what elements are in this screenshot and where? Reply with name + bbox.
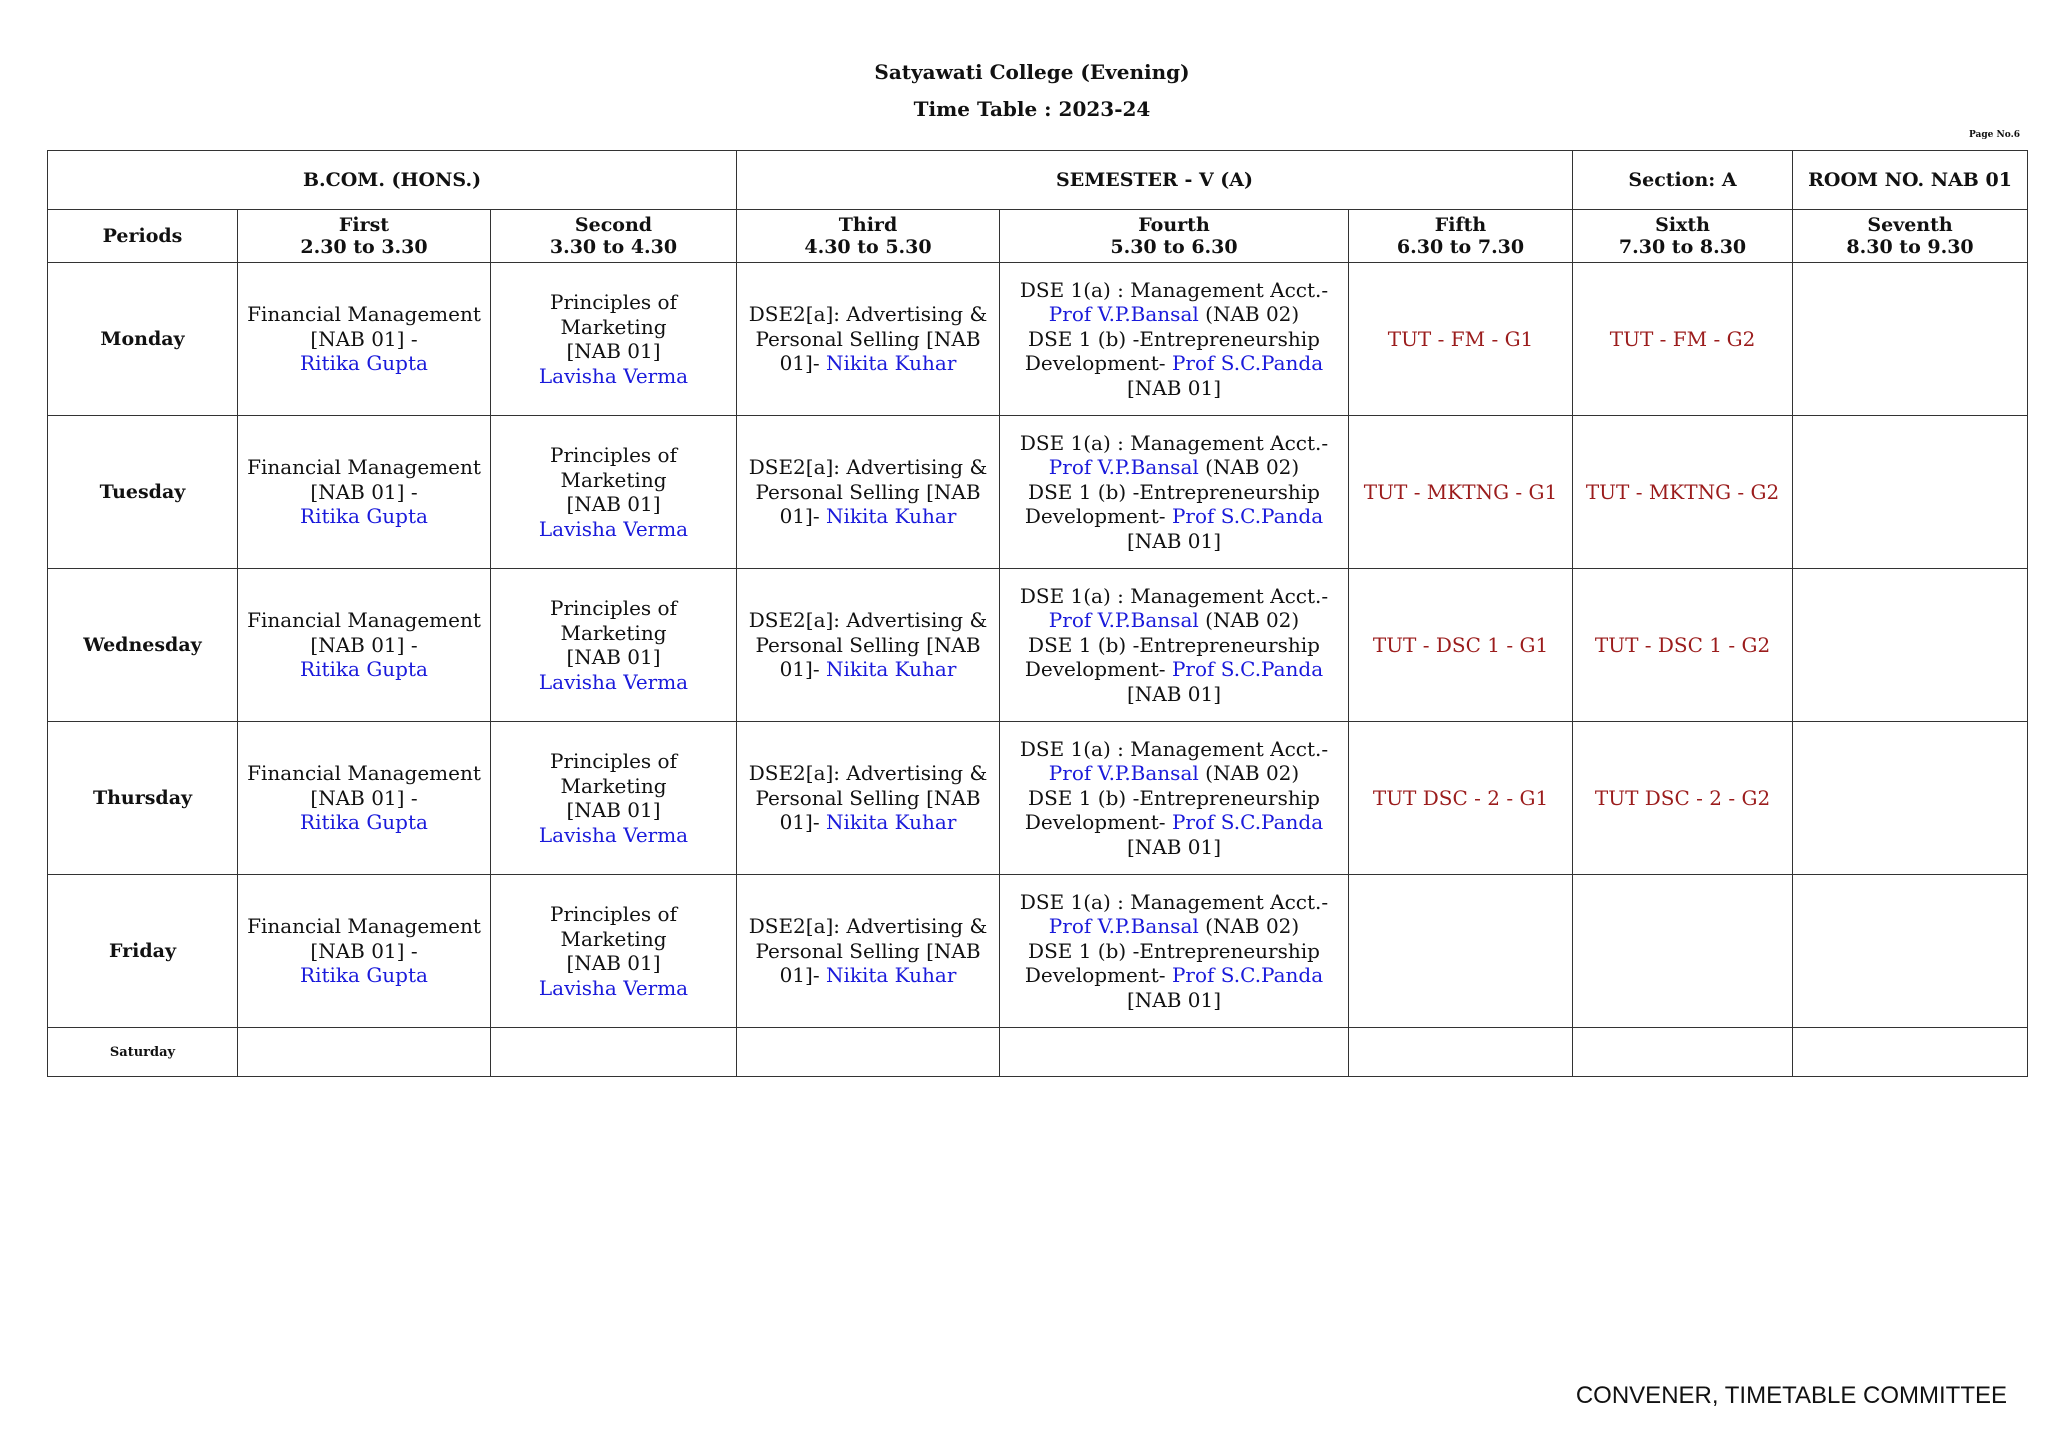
empty-cell [1349, 1028, 1573, 1077]
subject-line: Principles of Marketing [550, 596, 677, 645]
day-row-wednesday [48, 569, 2028, 722]
subject-teacher-line [1004, 657, 1344, 682]
teacher-name: Nikita Kuhar [825, 810, 957, 835]
cell-seventh-period [1793, 569, 2028, 722]
teacher-name: Prof V.P.Bansal [1048, 302, 1199, 327]
subject-line: DSE2[a]: Advertising & [748, 302, 988, 327]
subject-text: Development- [1024, 963, 1172, 988]
period-name: First [338, 214, 390, 236]
cell-second-period [491, 569, 737, 722]
cell-third-period [737, 722, 1000, 875]
teacher-name: Prof V.P.Bansal [1048, 914, 1199, 939]
room-line: [NAB 01] - [310, 479, 418, 504]
room-text: (NAB 02) [1198, 455, 1300, 480]
subject-line: Personal Selling [NAB [755, 326, 981, 351]
periods-label: Periods [48, 210, 238, 263]
room-line: [NAB 01] - [310, 785, 418, 810]
subject-line: Principles of Marketing [550, 749, 677, 798]
teacher-name: Ritika Gupta [300, 657, 428, 682]
teacher-name: Prof V.P.Bansal [1048, 455, 1199, 480]
empty-cell [491, 1028, 737, 1077]
empty-cell [737, 1028, 1000, 1077]
period-name: Fourth [1138, 214, 1210, 236]
day-row-friday [48, 875, 2028, 1028]
cell-seventh-period [1793, 875, 2028, 1028]
subject-line: DSE2[a]: Advertising & [748, 761, 988, 786]
period-time: 2.30 to 3.30 [300, 236, 428, 258]
subject-line: Principles of Marketing [550, 290, 677, 339]
room-line: [NAB 01] - [310, 938, 418, 963]
room-line: [NAB 01] [1126, 834, 1222, 859]
day-label: Thursday [48, 722, 238, 875]
day-label: Friday [48, 875, 238, 1028]
period-header-fifth [1349, 210, 1573, 263]
section-label: Section: A [1573, 151, 1793, 210]
room-line: [NAB 01] - [310, 632, 418, 657]
cell-second-period [491, 875, 737, 1028]
cell-fifth-period: TUT - DSC 1 - G1 [1349, 569, 1573, 722]
teacher-name: Prof S.C.Panda [1171, 963, 1324, 988]
period-header-fourth [1000, 210, 1349, 263]
room-line: [NAB 01] [566, 951, 661, 975]
subject-teacher-line [741, 351, 995, 376]
teacher-name: Lavisha Verma [538, 363, 689, 388]
period-name: Third [838, 214, 898, 236]
room-line: [NAB 01] [1126, 528, 1222, 553]
room-text: 01]- [779, 963, 826, 988]
cell-fifth-period [1349, 875, 1573, 1028]
cell-second-period [491, 416, 737, 569]
empty-cell [1000, 1028, 1349, 1077]
day-label: Tuesday [48, 416, 238, 569]
teacher-name: Prof S.C.Panda [1171, 504, 1324, 529]
cell-seventh-period [1793, 416, 2028, 569]
day-label: Monday [48, 263, 238, 416]
cell-first-period [238, 416, 491, 569]
subject-line: DSE 1(a) : Management Acct.- [1019, 430, 1329, 455]
subject-line: Financial Management [247, 455, 481, 480]
period-header-seventh [1793, 210, 2028, 263]
subject-line: Personal Selling [NAB [755, 938, 981, 963]
room-line: [NAB 01] [1126, 375, 1222, 400]
empty-cell [1573, 1028, 1793, 1077]
room-text: (NAB 02) [1198, 302, 1300, 327]
cell-third-period [737, 875, 1000, 1028]
timetable-grid [47, 150, 2028, 1077]
subject-line: Financial Management [247, 608, 481, 633]
cell-second-period [491, 263, 737, 416]
cell-second-period [491, 722, 737, 875]
period-header-first [238, 210, 491, 263]
cell-third-period [737, 263, 1000, 416]
room-text: 01]- [779, 657, 826, 682]
subject-teacher-line [741, 657, 995, 682]
room-label: ROOM NO. NAB 01 [1793, 151, 2028, 210]
subject-text: Development- [1024, 504, 1172, 529]
teacher-name: Lavisha Verma [538, 516, 689, 541]
subject-line: DSE2[a]: Advertising & [748, 608, 988, 633]
teacher-name: Ritika Gupta [300, 810, 428, 835]
subject-line: DSE 1 (b) -Entrepreneurship [1028, 938, 1320, 963]
subject-line: DSE 1(a) : Management Acct.- [1019, 277, 1329, 302]
subject-line: Financial Management [247, 914, 481, 939]
teacher-name: Prof V.P.Bansal [1048, 761, 1199, 786]
subject-teacher-line [1004, 504, 1344, 529]
cell-fifth-period: TUT DSC - 2 - G1 [1349, 722, 1573, 875]
cell-sixth-period: TUT DSC - 2 - G2 [1573, 722, 1793, 875]
subject-line: Personal Selling [NAB [755, 632, 981, 657]
teacher-name: Nikita Kuhar [825, 963, 957, 988]
subject-line: DSE 1(a) : Management Acct.- [1019, 736, 1329, 761]
period-header-sixth [1573, 210, 1793, 263]
subject-teacher-line [1004, 351, 1344, 376]
teacher-name: Prof S.C.Panda [1171, 351, 1324, 376]
table-header-row [48, 151, 2028, 210]
period-time: 4.30 to 5.30 [804, 236, 932, 258]
subject-teacher-line [1004, 810, 1344, 835]
teacher-name: Nikita Kuhar [825, 657, 957, 682]
cell-seventh-period [1793, 263, 2028, 416]
room-line: [NAB 01] - [310, 326, 418, 351]
subject-text: Development- [1024, 657, 1172, 682]
subject-line: DSE 1 (b) -Entrepreneurship [1028, 479, 1320, 504]
subject-teacher-line [1004, 963, 1344, 988]
teacher-name: Ritika Gupta [300, 351, 428, 376]
teacher-name: Prof S.C.Panda [1171, 657, 1324, 682]
page-number: Page No.6 [1969, 130, 2020, 140]
cell-first-period [238, 569, 491, 722]
empty-cell [238, 1028, 491, 1077]
teacher-name: Nikita Kuhar [825, 504, 957, 529]
teacher-name: Lavisha Verma [538, 669, 689, 694]
cell-third-period [737, 569, 1000, 722]
subject-line: Financial Management [247, 302, 481, 327]
timetable-title: Time Table : 2023-24 [913, 97, 1151, 121]
cell-fourth-period [1000, 569, 1349, 722]
period-name: Second [574, 214, 653, 236]
subject-line: DSE 1 (b) -Entrepreneurship [1028, 632, 1320, 657]
semester-name: SEMESTER - V (A) [737, 151, 1573, 210]
room-line: [NAB 01] [1126, 987, 1222, 1012]
teacher-name: Prof V.P.Bansal [1048, 608, 1199, 633]
convener-signature: CONVENER, TIMETABLE COMMITTEE [1575, 1382, 2007, 1409]
periods-row [48, 210, 2028, 263]
teacher-room-line [1004, 761, 1344, 786]
teacher-room-line [1004, 455, 1344, 480]
teacher-name: Lavisha Verma [538, 975, 689, 1000]
cell-third-period [737, 416, 1000, 569]
subject-line: Personal Selling [NAB [755, 479, 981, 504]
college-title: Satyawati College (Evening) [874, 60, 1190, 84]
cell-fourth-period [1000, 875, 1349, 1028]
teacher-name: Ritika Gupta [300, 963, 428, 988]
period-name: Seventh [1867, 214, 1953, 236]
room-text: 01]- [779, 351, 826, 376]
subject-line: Personal Selling [NAB [755, 785, 981, 810]
cell-fourth-period [1000, 722, 1349, 875]
subject-teacher-line [741, 810, 995, 835]
subject-line: Principles of Marketing [550, 443, 677, 492]
day-row-thursday [48, 722, 2028, 875]
cell-first-period [238, 263, 491, 416]
period-time: 5.30 to 6.30 [1110, 236, 1238, 258]
subject-line: DSE 1(a) : Management Acct.- [1019, 889, 1329, 914]
period-time: 7.30 to 8.30 [1618, 236, 1747, 258]
subject-line: Principles of Marketing [550, 902, 677, 951]
period-time: 8.30 to 9.30 [1846, 236, 1974, 258]
subject-line: DSE 1 (b) -Entrepreneurship [1028, 326, 1320, 351]
room-text: (NAB 02) [1198, 914, 1300, 939]
subject-line: DSE 1(a) : Management Acct.- [1019, 583, 1329, 608]
room-text: (NAB 02) [1198, 761, 1300, 786]
cell-sixth-period [1573, 875, 1793, 1028]
cell-sixth-period: TUT - DSC 1 - G2 [1573, 569, 1793, 722]
day-label: Saturday [48, 1028, 238, 1077]
cell-fifth-period: TUT - FM - G1 [1349, 263, 1573, 416]
subject-line: DSE2[a]: Advertising & [748, 455, 988, 480]
period-time: 6.30 to 7.30 [1396, 236, 1525, 258]
subject-text: Development- [1024, 810, 1172, 835]
subject-line: DSE 1 (b) -Entrepreneurship [1028, 785, 1320, 810]
subject-line: DSE2[a]: Advertising & [748, 914, 988, 939]
room-line: [NAB 01] [566, 798, 661, 822]
room-line: [NAB 01] [1126, 681, 1222, 706]
period-name: Fifth [1434, 214, 1487, 236]
cell-first-period [238, 722, 491, 875]
teacher-name: Ritika Gupta [300, 504, 428, 529]
teacher-name: Lavisha Verma [538, 822, 689, 847]
room-line: [NAB 01] [566, 492, 661, 516]
period-time: 3.30 to 4.30 [549, 236, 678, 258]
room-text: 01]- [779, 504, 826, 529]
period-header-third [737, 210, 1000, 263]
empty-cell [1793, 1028, 2028, 1077]
day-row-monday [48, 263, 2028, 416]
cell-seventh-period [1793, 722, 2028, 875]
subject-text: Development- [1024, 351, 1172, 376]
day-label: Wednesday [48, 569, 238, 722]
cell-sixth-period: TUT - FM - G2 [1573, 263, 1793, 416]
room-text: (NAB 02) [1198, 608, 1300, 633]
room-text: 01]- [779, 810, 826, 835]
subject-teacher-line [741, 963, 995, 988]
teacher-name: Prof S.C.Panda [1171, 810, 1324, 835]
cell-fourth-period [1000, 416, 1349, 569]
period-name: Sixth [1655, 214, 1710, 236]
teacher-name: Nikita Kuhar [825, 351, 957, 376]
cell-first-period [238, 875, 491, 1028]
day-row-saturday [48, 1028, 2028, 1077]
subject-line: Financial Management [247, 761, 481, 786]
cell-fifth-period: TUT - MKTNG - G1 [1349, 416, 1573, 569]
teacher-room-line [1004, 302, 1344, 327]
course-name: B.COM. (HONS.) [48, 151, 737, 210]
teacher-room-line [1004, 914, 1344, 939]
room-line: [NAB 01] [566, 339, 661, 363]
teacher-room-line [1004, 608, 1344, 633]
cell-fourth-period [1000, 263, 1349, 416]
cell-sixth-period: TUT - MKTNG - G2 [1573, 416, 1793, 569]
period-header-second [491, 210, 737, 263]
room-line: [NAB 01] [566, 645, 661, 669]
day-row-tuesday [48, 416, 2028, 569]
subject-teacher-line [741, 504, 995, 529]
